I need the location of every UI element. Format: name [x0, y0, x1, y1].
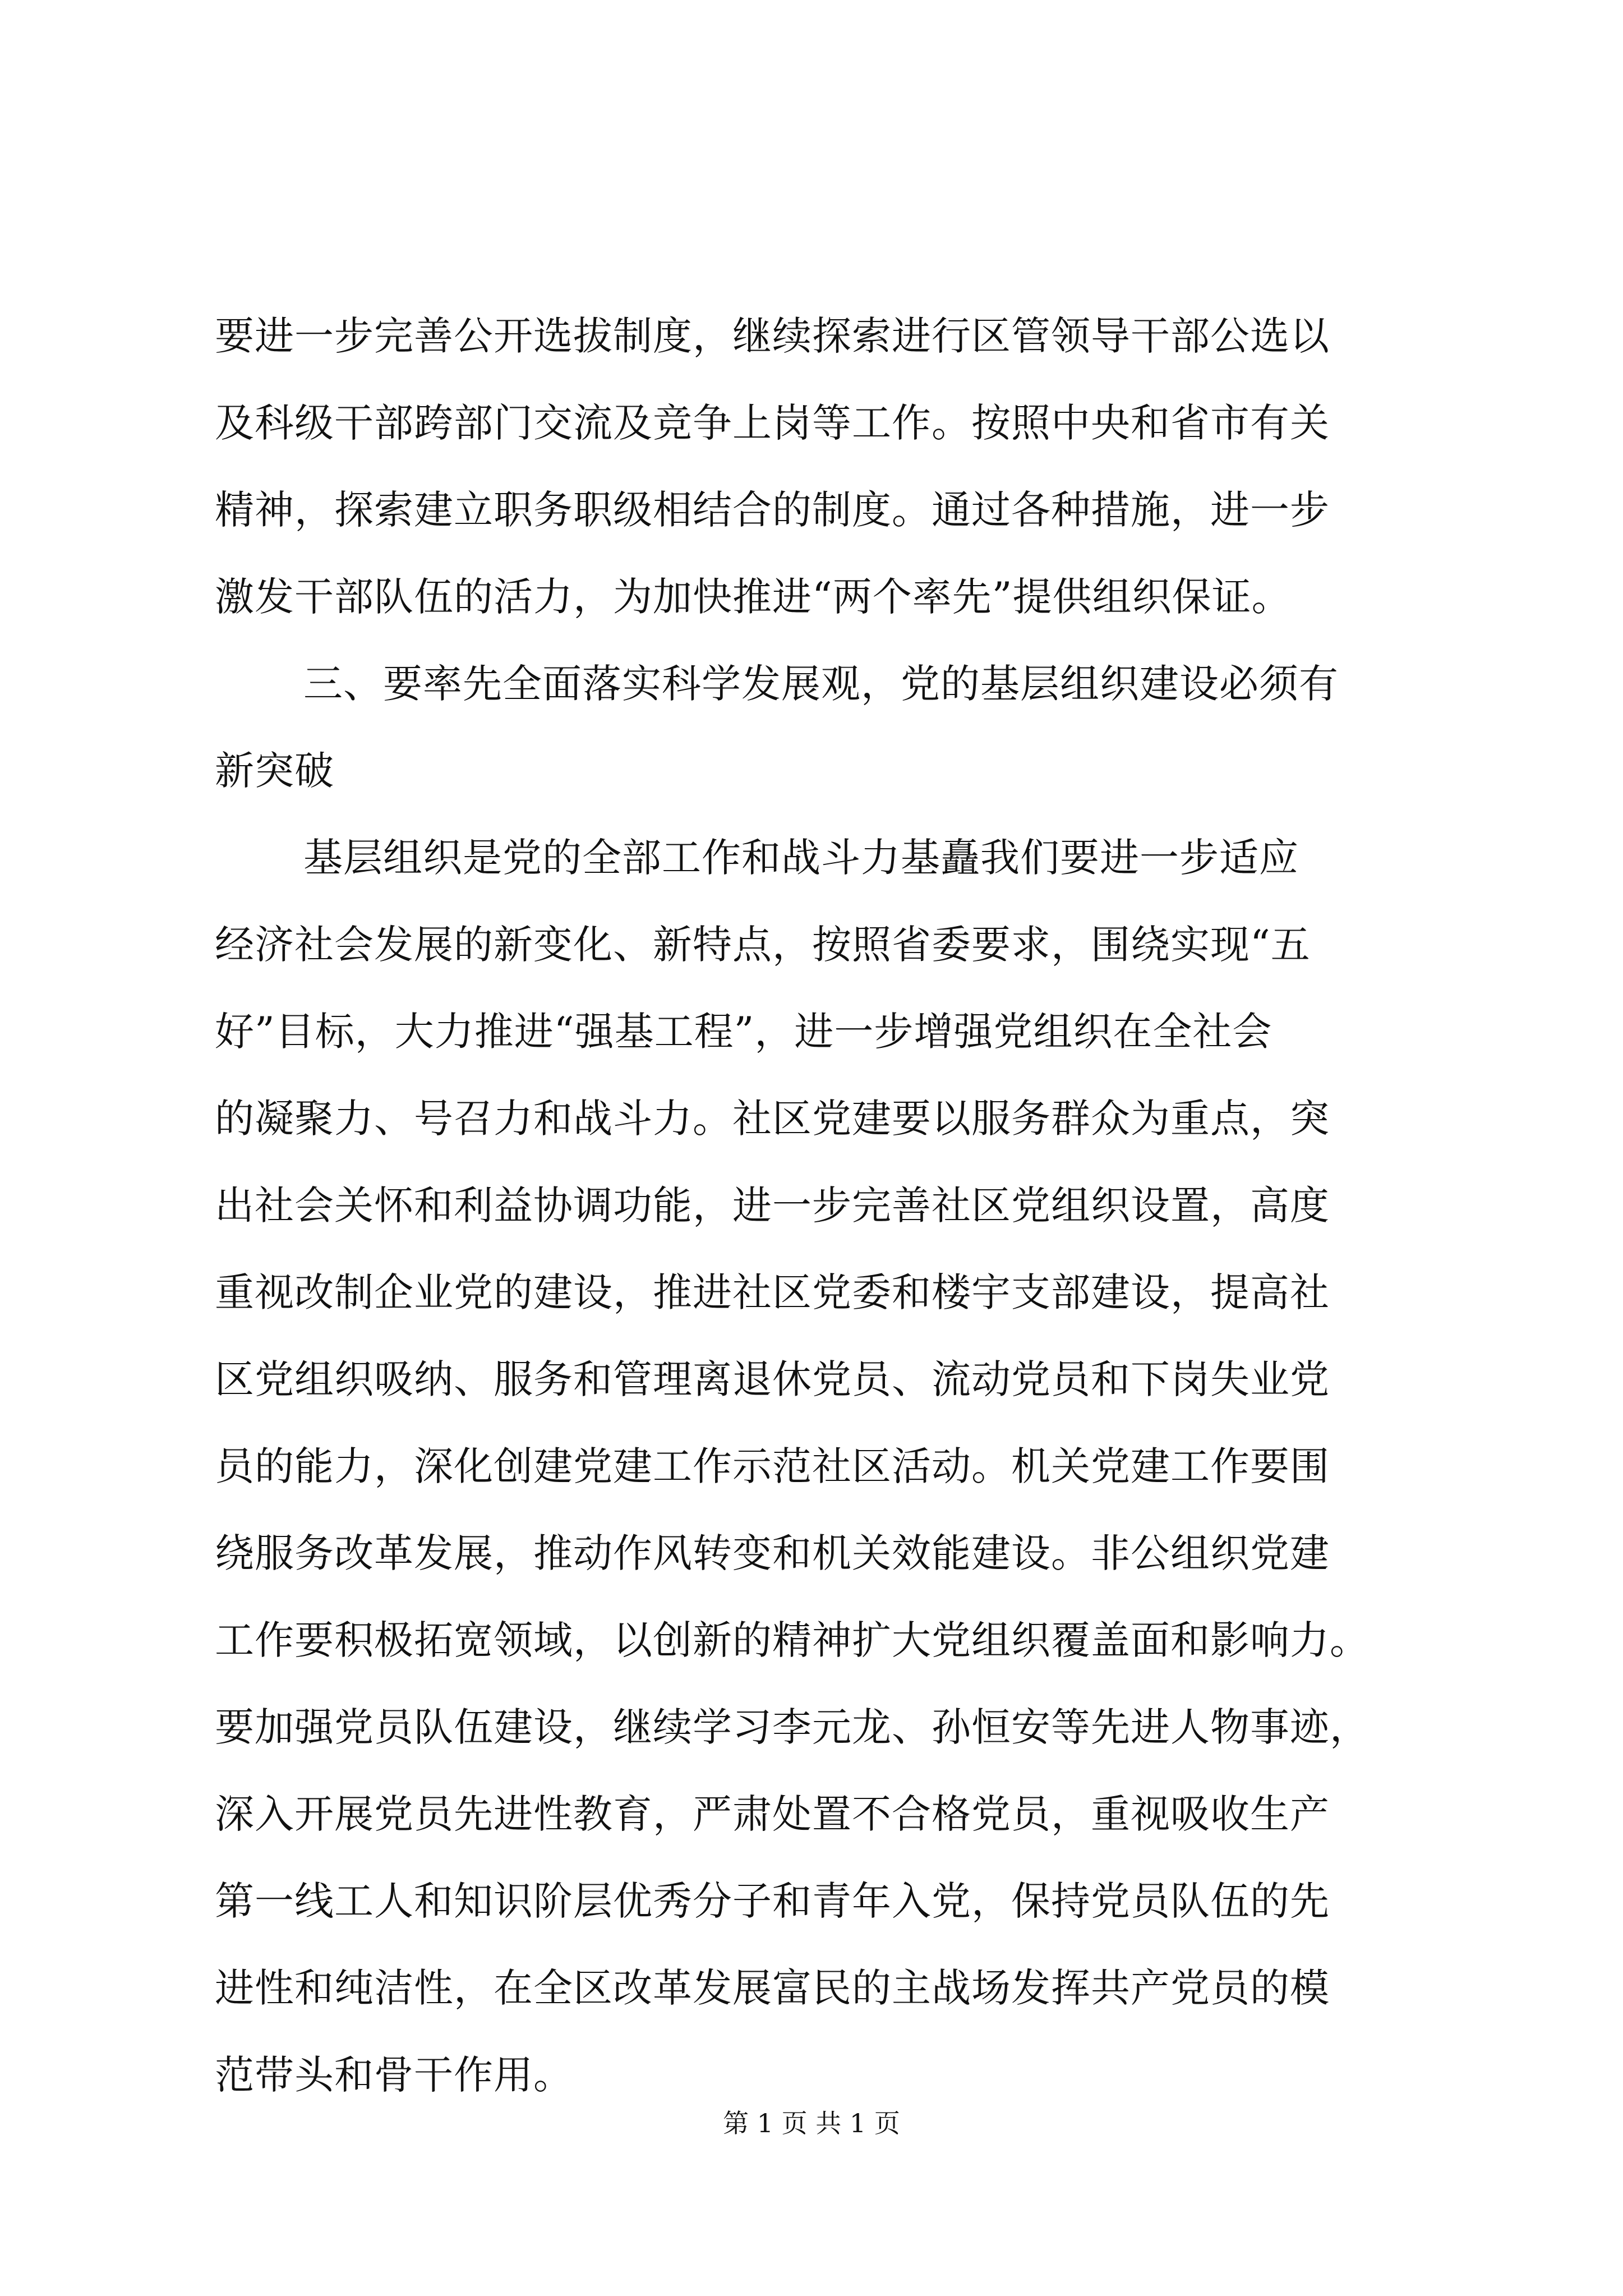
section-heading: 三、要率先全面落实科学发展观，党的基层组织建设必须有	[303, 661, 1339, 707]
text-line: 绕服务改革发展，推动作风转变和机关效能建设。非公组织党建	[215, 1530, 1330, 1576]
text-line: 重视改制企业党的建设，推进社区党委和楼宇支部建设，提高社	[215, 1269, 1330, 1315]
text-line: 范带头和骨干作用。	[215, 2052, 573, 2098]
text-line: 员的能力，深化创建党建工作示范社区活动。机关党建工作要围	[215, 1443, 1330, 1489]
text-line: 工作要积极拓宽领域，以创新的精神扩大党组织覆盖面和影响力。	[215, 1617, 1370, 1663]
text-line: 深入开展党员先进性教育，严肃处置不合格党员，重视吸收生产	[215, 1791, 1330, 1837]
section-heading-continued: 新突破	[215, 748, 334, 794]
page-footer: 第 1 页 共 1 页	[723, 2108, 900, 2138]
body-text	[215, 293, 1409, 2119]
text-line: 的凝聚力、号召力和战斗力。社区党建要以服务群众为重点，突	[215, 1096, 1330, 1142]
text-line: 要进一步完善公开选拔制度，继续探索进行区管领导干部公选以	[215, 313, 1330, 359]
text-line: 出社会关怀和利益协调功能，进一步完善社区党组织设置，高度	[215, 1182, 1330, 1228]
text-line: 第一线工人和知识阶层优秀分子和青年入党，保持党员队伍的先	[215, 1878, 1330, 1924]
text-line: 区党组织吸纳、服务和管理离退休党员、流动党员和下岗失业党	[215, 1356, 1330, 1402]
text-line: 进性和纯洁性，在全区改革发展富民的主战场发挥共产党员的模	[215, 1965, 1330, 2011]
text-line: 精神，探索建立职务职级相结合的制度。通过各种措施，进一步	[215, 487, 1330, 533]
text-line: 激发干部队伍的活力，为加快推进“两个率先”提供组织保证。	[215, 574, 1292, 620]
text-line: 好”目标，大力推进“强基工程”，进一步增强党组织在全社会	[215, 1009, 1272, 1055]
text-line: 要加强党员队伍建设，继续学习李元龙、孙恒安等先进人物事迹，	[215, 1704, 1370, 1750]
text-line: 经济社会发展的新变化、新特点，按照省委要求，围绕实现“五	[215, 922, 1311, 968]
paragraph-start: 基层组织是党的全部工作和战斗力基矗我们要进一步适应	[303, 835, 1299, 881]
text-line: 及科级干部跨部门交流及竞争上岗等工作。按照中央和省市有关	[215, 400, 1330, 446]
